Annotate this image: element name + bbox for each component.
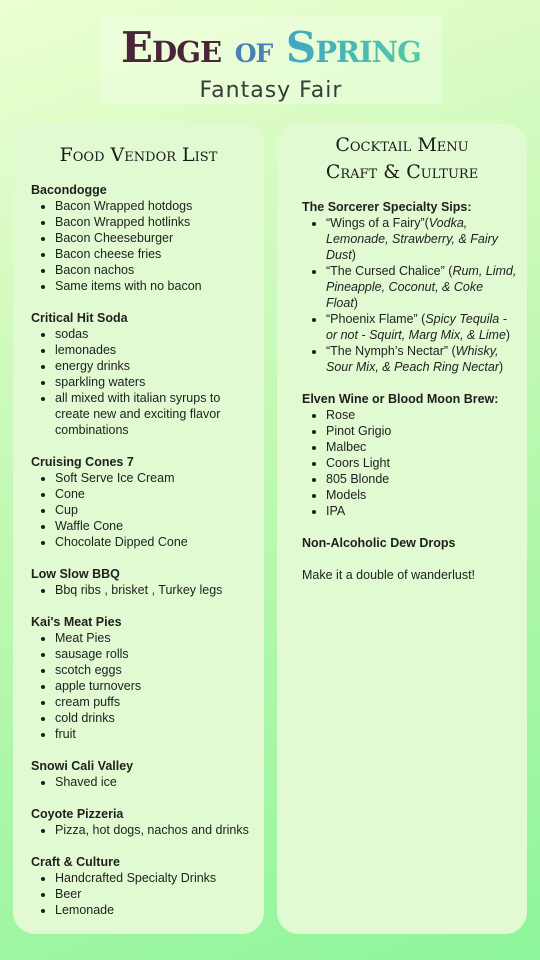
list-item: • IPA [326,503,517,519]
title-word-of: of [234,29,273,71]
list-item: • Rose [326,407,517,423]
vendor-items [31,470,254,550]
list-item: • Soft Serve Ice Cream [55,470,254,486]
cocktail-menu-title [287,132,517,186]
list-item: • Waffle Cone [55,518,254,534]
spacer [302,551,517,567]
list-item: • Pizza, hot dogs, nachos and drinks [55,822,254,838]
title-word-edge: Edge [121,23,222,72]
drink-name: “The Cursed Chalice” ( [326,264,453,278]
vendor-items [31,774,254,790]
vendor-items [31,582,254,598]
vendor-items [31,630,254,742]
list-item: • Beer [55,886,254,902]
list-item: • Shaved ice [55,774,254,790]
list-item [326,311,517,343]
nonalc-section-title: Non-Alcoholic Dew Drops [302,536,456,550]
vendor-items [31,822,254,838]
vendor-name: Craft & Culture [31,855,120,869]
list-item: • Pinot Grigio [326,423,517,439]
drink-ingredients: Vodka, Lemonade, Strawberry, & Fairy Dust [326,216,499,262]
drink-name: “Wings of a Fairy”( [326,216,429,230]
list-item: • 805 Blonde [326,471,517,487]
vendor-list [31,182,254,918]
list-item: • Cone [55,486,254,502]
vendor-name: Critical Hit Soda [31,311,128,325]
list-item: • Bacon Wrapped hotdogs [55,198,254,214]
list-item: • fruit [55,726,254,742]
vendor-items [31,198,254,294]
page-subtitle: Fantasy Fair [199,78,343,103]
drink-ingredients: Rum, Limd, Pineapple, Coconut, & Coke Float [326,264,517,310]
list-item: • Bacon cheese fries [55,246,254,262]
list-item [326,263,517,311]
list-item [326,343,517,375]
list-item: • sodas [55,326,254,342]
cocktail-menu-card [277,124,527,934]
vendor-items [31,870,254,918]
vendor-name: Kai's Meat Pies [31,615,122,629]
vendor-items [31,326,254,438]
drink-close: ) [353,296,358,310]
food-vendor-title: Food Vendor List [59,144,218,166]
drink-close: ) [499,360,504,374]
list-item: • sparkling waters [55,374,254,390]
list-item: • Lemonade [55,902,254,918]
list-item: • Meat Pies [55,630,254,646]
list-item: • scotch eggs [55,662,254,678]
list-item: • Same items with no bacon [55,278,254,294]
list-item: • Bacon Wrapped hotlinks [55,214,254,230]
list-item [326,215,517,263]
page-title [100,24,442,74]
vendor-name: Snowi Cali Valley [31,759,134,773]
list-item: • sausage rolls [55,646,254,662]
list-item: • cream puffs [55,694,254,710]
vendor-name: Coyote Pizzeria [31,807,124,821]
title-word-spring: Spring [285,23,421,72]
list-item: • Handcrafted Specialty Drinks [55,870,254,886]
header-banner [100,16,442,104]
wine-section-title: Elven Wine or Blood Moon Brew: [302,392,499,406]
list-item: • Bacon nachos [55,262,254,278]
list-item: • Cup [55,502,254,518]
list-item: • Bbq ribs , brisket , Turkey legs [55,582,254,598]
list-item: • cold drinks [55,710,254,726]
drink-name: “The Nymph’s Nectar” ( [326,344,456,358]
sips-section-title: The Sorcerer Specialty Sips: [302,200,472,214]
list-item: • Malbec [326,439,517,455]
list-item: • Bacon Cheeseburger [55,230,254,246]
cocktail-title-line2: Craft & Culture [325,161,479,183]
drink-name: “Phoenix Flame” ( [326,312,426,326]
drink-close: ) [505,328,511,342]
list-item: • Models [326,487,517,503]
list-item: • Chocolate Dipped Cone [55,534,254,550]
vendor-name: Cruising Cones 7 [31,455,134,469]
wine-list [302,407,517,519]
food-vendor-card [13,124,264,934]
drink-close: ) [351,248,356,262]
vendor-name: Bacondogge [31,183,107,197]
list-item: • lemonades [55,342,254,358]
vendor-name: Low Slow BBQ [31,567,120,581]
list-item: • energy drinks [55,358,254,374]
drink-ingredients: Spicy Tequila - or not - Squirt, Marg Mix, & Lime [326,312,507,342]
sips-list [302,215,517,375]
footer-note: Make it a double of wanderlust! [302,568,476,582]
cocktail-title-line1: Cocktail Menu [335,134,469,156]
drink-ingredients: Whisky, Sour Mix, & Peach Ring Nectar [326,344,499,374]
list-item: • all mixed with italian syrups to create new and exciting flavor combinations [55,390,254,438]
list-item: • apple turnovers [55,678,254,694]
list-item: • Coors Light [326,455,517,471]
